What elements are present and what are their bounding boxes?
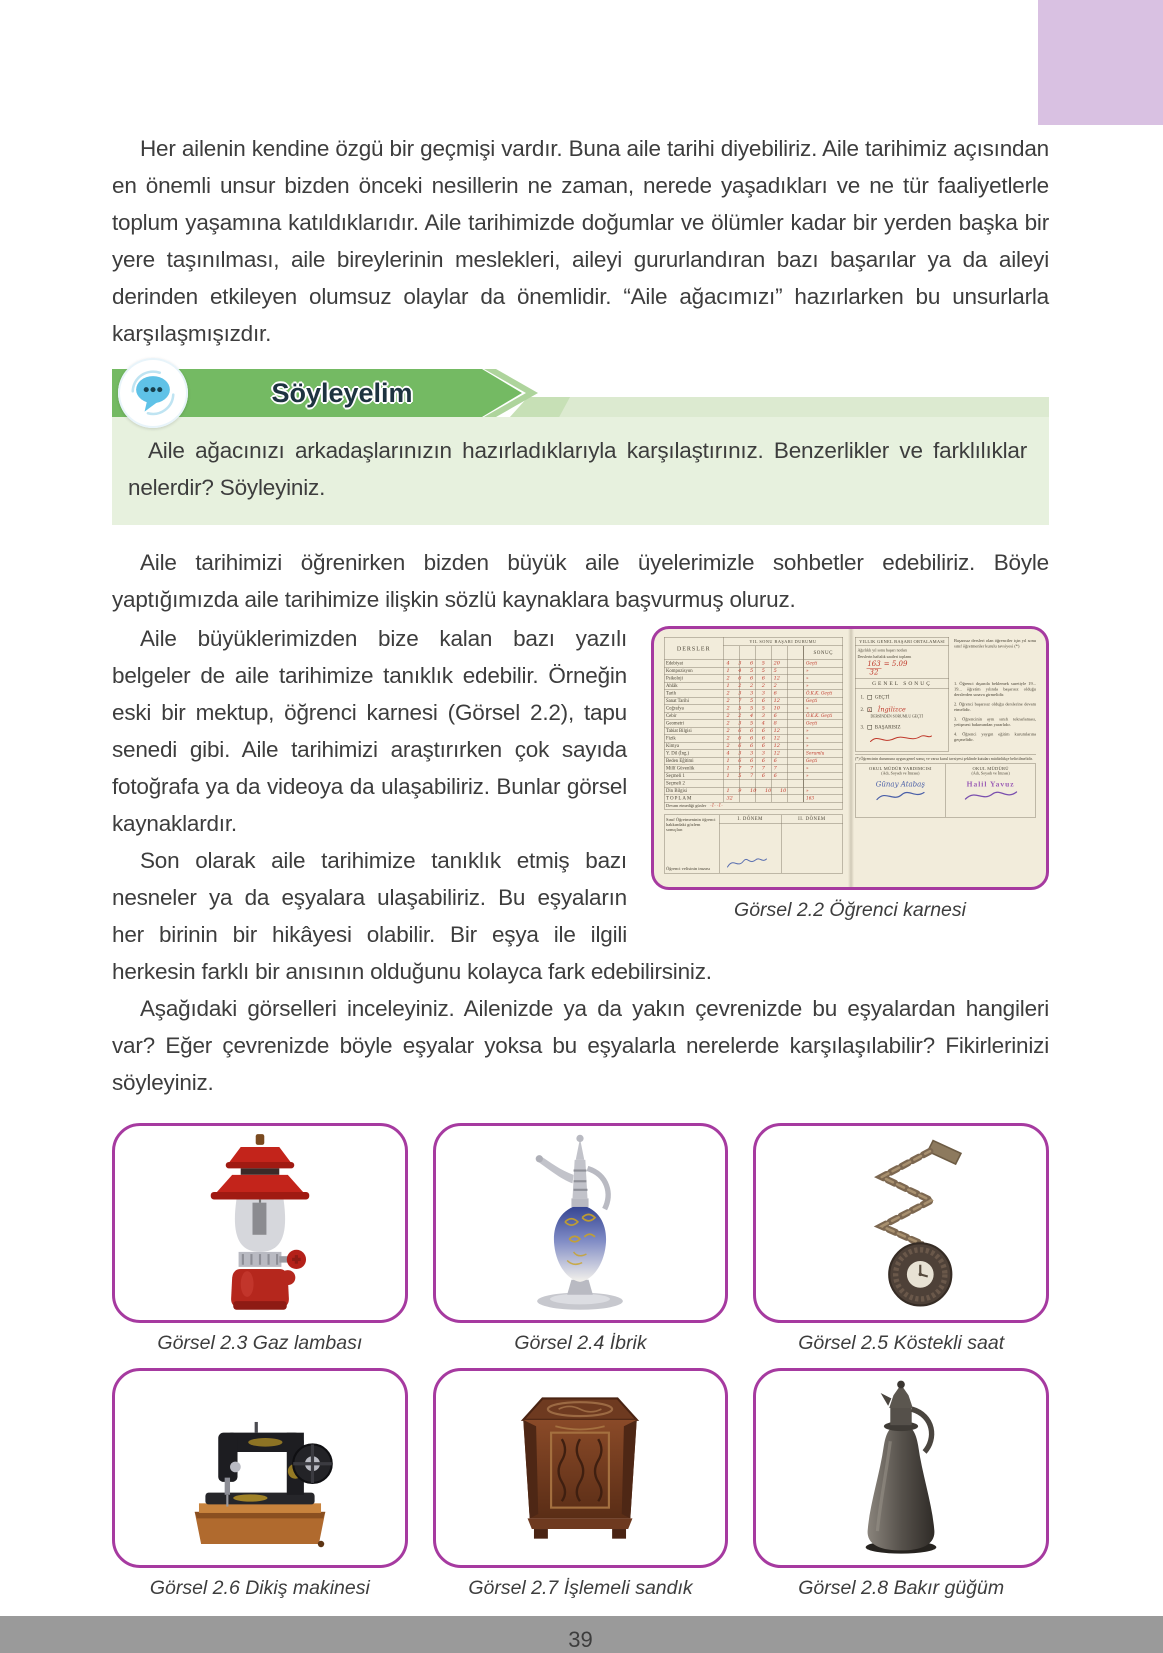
report-card-row: Seçmeli 1 1 5 7 6 6 »	[664, 773, 843, 781]
carved-chest-illustration	[499, 1377, 661, 1559]
report-card-absence-row: Devam etmediği günler -1- -1-	[664, 803, 843, 810]
council-advice-header: Başarısız dersleri olan öğrenciler için yıl sonu sınıf öğretmenler kurulu tavsiyesi (*)	[954, 638, 1036, 649]
gallery-item	[433, 1368, 729, 1613]
report-card-row: Beden Eğitimi 1 6 6 6 6 Geçti	[664, 758, 843, 766]
checkbox-icon: X	[868, 708, 871, 713]
advice-item: 3. Öğrencinin aynı sınıfı tekrarlaması, yetişmesi bakımından yararlıdır.	[954, 716, 1036, 727]
report-card-row: Geometri 2 3 5 4 8 Geçti	[664, 720, 843, 728]
observation-label: Sınıf Öğretmeninin öğrenci hakkındaki gözlem sonuçları	[666, 817, 716, 832]
report-card-row: Seçmeli 2	[664, 780, 843, 788]
advice-item: 1. Öğrenci dışarıda beklemek suretiyle 19... 19... öğretim yılında başarısız olduğu derslerden sınava girmelidir.	[954, 681, 1036, 697]
callout-banner	[112, 369, 1049, 417]
report-card-row: Sanat Tarihi 2 7 5 6 12 Geçti	[664, 698, 843, 706]
speech-bubble-icon	[118, 358, 188, 428]
paragraph-objects: Son olarak aile tarihimize tanıklık etmiş bazı nesneler ya da eşyalara ulaşabiliriz. Bu eşyaların her birinin bir hikâyesi olabilir. Bir eşya ile ilgili herkesin farklı bir anısının olduğunu kolayca fark edebilirsiniz.	[112, 848, 712, 984]
paragraph-written-documents: Aile büyüklerimizden bize kalan bazı yazılı belgeler de aile tarihimize tanıklık edebilir. Örneğin eski bir mektup, öğrenci karnesi (Görsel 2.2), tapu senedi gibi. Aile tarihimizi araştırırken çok sayıda fotoğrafa ya da videoya da ulaşabiliriz. Bunlar görsel kaynaklardır.	[112, 626, 627, 836]
guardian-signature-label: Öğrenci velisinin imzası	[666, 866, 710, 871]
item-frame	[433, 1123, 729, 1323]
item-caption: Görsel 2.3 Gaz lambası	[157, 1332, 363, 1354]
report-card-row: Tarih 2 3 3 3 6 Ö.K.K. Geçti	[664, 690, 843, 698]
gallery-item	[433, 1123, 729, 1368]
report-card-image	[651, 626, 1049, 890]
copper-jug-illustration	[826, 1377, 976, 1559]
report-card-row: Din Bilgisi 1 9 10 10 10 »	[664, 788, 843, 796]
term1-cell	[720, 824, 782, 873]
report-card-observation-box	[664, 815, 843, 874]
vice-principal-sign-cell: OKUL MÜDÜR YARDIMCISI (Adı, Soyadı ve İmzası) Günay Atabaş	[856, 764, 946, 817]
checkbox-icon	[867, 725, 872, 730]
general-result-header: GENEL SONUÇ	[856, 679, 949, 689]
figure-student-report-card	[651, 626, 1049, 922]
report-card-grade-columns	[724, 646, 804, 660]
item-frame	[112, 1123, 408, 1323]
item-frame	[433, 1368, 729, 1568]
report-card-row: Millî Güvenlik 1 7 7 7 7 »	[664, 765, 843, 773]
report-card-row: Kompozisyon 1 4 5 5 5 »	[664, 668, 843, 676]
average-line1: Ağırlıklı yıl sonu başarı notları	[857, 648, 908, 653]
report-card-right-page	[855, 637, 1036, 818]
item-caption: Görsel 2.5 Köstekli saat	[798, 1332, 1005, 1354]
paragraph-oral-sources: Aile tarihimizi öğrenirken bizden büyük aile üyelerimizle sohbetler edebiliriz. Böyle yaptığımızda aile tarihimize ilişkin sözlü kaynaklara başvurmuş oluruz.	[112, 550, 1049, 612]
general-result-items: 1. GEÇTİ 2. X İngilizce DERSİNDEN SORUMLU GEÇTİ 3. BAŞARISIZ	[856, 695, 949, 731]
report-card-result-header: SONUÇ	[804, 646, 843, 660]
item-frame	[112, 1368, 408, 1568]
item-frame	[753, 1368, 1049, 1568]
report-card-row: Fizik 2 6 6 6 12 »	[664, 735, 843, 743]
result-item: 2. X İngilizce	[860, 706, 906, 714]
guardian-signature-squiggle	[725, 854, 770, 871]
principal-sign-cell: OKUL MÜDÜRÜ (Adı, Soyadı ve İmzası) Halil Yavuz	[946, 764, 1036, 817]
advice-item: 4. Öğrenci yaygın eğitim kurumlarına geçmelidir.	[954, 731, 1036, 742]
report-card-total-row: TOPLAM 32 163	[664, 795, 843, 803]
advice-item: 2. Öğrenci başarısız olduğu derslerine devam etmelidir.	[954, 701, 1036, 712]
average-formula: 163 = 5.09 32	[867, 660, 908, 677]
checkbox-icon	[867, 695, 872, 700]
item-caption: Görsel 2.8 Bakır güğüm	[798, 1577, 1005, 1599]
report-card-row: Cebir 2 2 4 3 6 Ö.K.K. Geçti	[664, 713, 843, 721]
item-frame	[753, 1123, 1049, 1323]
term2-header: II. DÖNEM	[798, 816, 826, 822]
term2-cell	[781, 824, 842, 873]
report-card-row: Y. Dil (İng.) 4 3 3 3 12 Sorumlu	[664, 750, 843, 758]
report-card-top-header: YIL SONU BAŞARI DURUMU	[724, 638, 843, 647]
general-result-box	[855, 679, 949, 752]
report-card-footnote: (*) Öğrencinin durumuna uygun genel sonuç ve varsa kurul tavsiyesi şeklinde kutuları müdürlükçe belirtilmelidir.	[855, 755, 1036, 762]
report-card-row: Ahlâk 1 2 2 2 2 »	[664, 683, 843, 691]
gallery-grid	[112, 1123, 1049, 1613]
report-card-subjects-header: DERSLER	[665, 638, 724, 660]
principal-signature-squiggle	[961, 789, 1021, 804]
pocket-watch-illustration	[826, 1132, 976, 1314]
yearly-average-header: YILLIK GENEL BAŞARI ORTALAMASI	[856, 638, 949, 647]
report-card-row: Edebiyat 4 3 6 5 20 Geçti	[664, 660, 843, 668]
gallery-item	[112, 1123, 408, 1368]
gallery-item	[112, 1368, 408, 1613]
item-caption: Görsel 2.7 İşlemeli sandık	[468, 1577, 693, 1599]
vice-principal-name: Günay Atabaş	[875, 780, 925, 789]
ewer-illustration	[505, 1132, 655, 1314]
corner-decoration	[1038, 0, 1163, 125]
principal-name: Halil Yavuz	[966, 780, 1015, 789]
gas-lamp-illustration	[185, 1132, 335, 1314]
paragraph-family-history: Her ailenin kendine özgü bir geçmişi vardır. Buna aile tarihi diyebiliriz. Aile tarihimiz açısından en önemli unsur bizden önceki nesillerin ne zaman, nerede yaşadıkları ve ne tür faaliyetlerle toplum yaşamına katıldıklarıdır. Aile tarihimizde doğumlar ve ölümler kadar bir yerden başka bir yere taşınılması, aile bireylerinin meslekleri, aileyi gururlandıran bazı başarılar ya da aileyi derinden etkileyen olumsuz olaylar da önemlidir. “Aile ağacımızı” hazırlarken bu unsurlarla karşılaşmışızdır.	[112, 136, 1049, 346]
report-card-row: Tabiat Bilgisi 2 6 6 6 12 »	[664, 728, 843, 736]
gallery-item	[753, 1123, 1049, 1368]
term1-header: I. DÖNEM	[720, 815, 782, 824]
paragraph-instructions: Aşağıdaki görselleri inceleyiniz. Ailenizde ya da yakın çevrenizde bu eşyalardan hangileri var? Eğer çevrenizde böyle eşyalar yoksa bu eşyalarla nerelerde karşılaşılabilir? Fikirlerinizi söyleyiniz.	[112, 996, 1049, 1095]
callout-body: Aile ağacınızı arkadaşlarınızın hazırladıklarıyla karşılaştırınız. Benzerlikler ve farklılıklar nelerdir? Söyleyiniz.	[112, 417, 1049, 525]
report-card-row: Coğrafya 2 5 5 5 10 »	[664, 705, 843, 713]
result-item: 3. BAŞARISIZ	[860, 724, 901, 730]
vice-principal-signature-squiggle	[873, 789, 928, 804]
item-caption: Görsel 2.4 İbrik	[514, 1332, 647, 1354]
page-number: 39	[568, 1627, 593, 1652]
gallery-item	[753, 1368, 1049, 1613]
page-fold-shading	[848, 629, 854, 887]
sewing-machine-illustration	[179, 1377, 341, 1559]
result-item: 1. GEÇTİ	[860, 694, 890, 700]
report-card-left-page	[664, 637, 843, 874]
council-advice-items	[949, 679, 1036, 752]
callout-soyleyelim	[112, 369, 1049, 525]
banner-strip	[510, 397, 1049, 417]
report-card-row: Psikoloji 2 6 6 6 12 »	[664, 675, 843, 683]
figure-caption: Görsel 2.2 Öğrenci karnesi	[734, 899, 966, 921]
report-card-rows	[664, 660, 843, 795]
average-line2: Derslerin haftalık saatleri toplamı	[857, 654, 912, 659]
item-caption: Görsel 2.6 Dikiş makinesi	[149, 1577, 370, 1599]
report-card-row: Kimya 2 6 6 6 12 »	[664, 743, 843, 751]
teacher-signature-squiggle	[869, 733, 934, 746]
callout-title: Söyleyelim	[271, 378, 413, 408]
